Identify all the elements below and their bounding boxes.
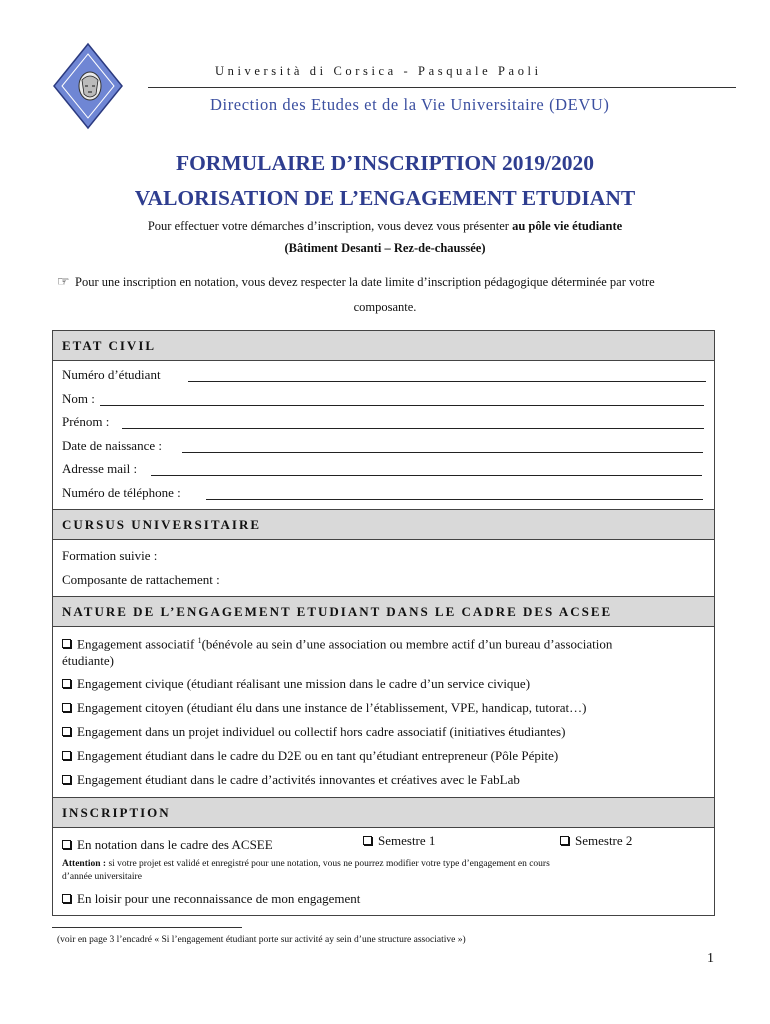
option-label: En loisir pour une reconnaissance de mon engagement	[77, 891, 361, 906]
option-label: Engagement citoyen (étudiant élu dans une instance de l’établissement, VPE, handicap, tutorat…)	[77, 700, 587, 715]
option-label: Engagement civique (étudiant réalisant une mission dans le cadre d’un service civique)	[77, 676, 531, 691]
field-birthdate-label: Date de naissance :	[62, 438, 162, 453]
checkbox-loisir[interactable]	[62, 891, 360, 907]
checkbox-icon[interactable]	[62, 775, 71, 784]
field-composante-label: Composante de rattachement :	[62, 572, 220, 587]
checkbox-engagement-citoyen[interactable]	[62, 700, 587, 716]
checkbox-semestre-1[interactable]	[363, 833, 435, 849]
checkbox-icon[interactable]	[62, 840, 71, 849]
page-number: 1	[707, 951, 714, 966]
section-inscription: INSCRIPTION	[53, 797, 714, 828]
option-label: Engagement étudiant dans le cadre d’activités innovantes et créatives avec le FabLab	[77, 772, 520, 787]
checkbox-engagement-associatif[interactable]	[62, 636, 612, 652]
footnote: (voir en page 3 l’encadré « Si l’engagement étudiant porte sur activité ay sein d’une structure associative »)	[57, 935, 466, 945]
section-nature: NATURE DE L’ENGAGEMENT ETUDIANT DANS LE CADRE DES ACSEE	[53, 596, 714, 627]
checkbox-icon[interactable]	[62, 639, 71, 648]
intro-bold: au pôle vie étudiante	[512, 219, 623, 233]
field-phone-label: Numéro de téléphone :	[62, 485, 181, 500]
option-label: Engagement étudiant dans le cadre du D2E ou en tant qu’étudiant entrepreneur (Pôle Pépite)	[77, 748, 559, 763]
option-label: Semestre 1	[378, 833, 436, 848]
name-field[interactable]	[100, 405, 704, 406]
student-number-field[interactable]	[188, 381, 706, 382]
option-label: En notation dans le cadre des ACSEE	[77, 837, 273, 852]
deadline-note-text: Pour une inscription en notation, vous devez respecter la date limite d’inscription pédagogique déterminée par votre	[75, 275, 655, 289]
checkbox-icon[interactable]	[62, 679, 71, 688]
university-logo	[52, 42, 124, 130]
section-etat-civil: ETAT CIVIL	[53, 331, 714, 361]
field-formation-label: Formation suivie :	[62, 548, 158, 563]
checkbox-icon[interactable]	[62, 703, 71, 712]
birthdate-field[interactable]	[182, 452, 703, 453]
section-cursus: CURSUS UNIVERSITAIRE	[53, 509, 714, 540]
intro-text	[0, 219, 770, 234]
intro-main: Pour effectuer votre démarches d’inscription, vous devez vous présenter	[147, 219, 509, 233]
field-firstname-label: Prénom :	[62, 414, 110, 429]
checkbox-engagement-fablab[interactable]	[62, 772, 520, 788]
checkbox-notation[interactable]	[62, 837, 273, 853]
checkbox-icon[interactable]	[560, 836, 569, 845]
option-label: Engagement associatif	[77, 636, 195, 652]
checkbox-engagement-d2e[interactable]	[62, 748, 558, 764]
option-label: Semestre 2	[575, 833, 633, 848]
checkbox-engagement-projet[interactable]	[62, 724, 565, 740]
direction-name: Direction des Etudes et de la Vie Universitaire (DEVU)	[210, 95, 610, 114]
form-subtitle: VALORISATION DE L’ENGAGEMENT ETUDIANT	[134, 186, 636, 210]
option-label-rest: (bénévole au sein d’une association ou membre actif d’un bureau d’association	[201, 636, 613, 652]
attention-label: Attention :	[62, 859, 107, 869]
email-field[interactable]	[151, 475, 702, 476]
option-label-cont: étudiante)	[62, 653, 114, 668]
pointing-hand-icon: ☞	[57, 275, 70, 290]
deadline-note-cont: composante.	[353, 300, 417, 314]
checkbox-semestre-2[interactable]	[560, 833, 632, 849]
checkbox-icon[interactable]	[363, 836, 372, 845]
checkbox-icon[interactable]	[62, 727, 71, 736]
field-student-number-label: Numéro d’étudiant	[62, 367, 161, 382]
footnote-marker: 1	[197, 636, 202, 645]
checkbox-engagement-civique[interactable]	[62, 676, 530, 692]
attention-note	[62, 858, 712, 884]
field-email-label: Adresse mail :	[62, 461, 138, 476]
attention-text-cont: d’année universitaire	[62, 872, 142, 882]
form-box	[52, 330, 715, 916]
header-divider	[148, 87, 736, 88]
attention-text: si votre projet est validé et enregistré pour une notation, vous ne pourrez modifier votre type d’engagement en cours	[108, 859, 550, 869]
field-name-label: Nom :	[62, 391, 95, 406]
university-name: Università di Corsica - Pasquale Paoli	[215, 64, 542, 78]
intro-location: (Bâtiment Desanti – Rez-de-chaussée)	[284, 241, 486, 255]
form-title: FORMULAIRE D’INSCRIPTION 2019/2020	[175, 151, 595, 175]
firstname-field[interactable]	[122, 428, 704, 429]
option-label: Engagement dans un projet individuel ou collectif hors cadre associatif (initiatives étudiantes)	[77, 724, 566, 739]
checkbox-icon[interactable]	[62, 894, 71, 903]
deadline-note	[57, 274, 655, 291]
footnote-divider	[52, 927, 242, 928]
phone-field[interactable]	[206, 499, 703, 500]
checkbox-icon[interactable]	[62, 751, 71, 760]
